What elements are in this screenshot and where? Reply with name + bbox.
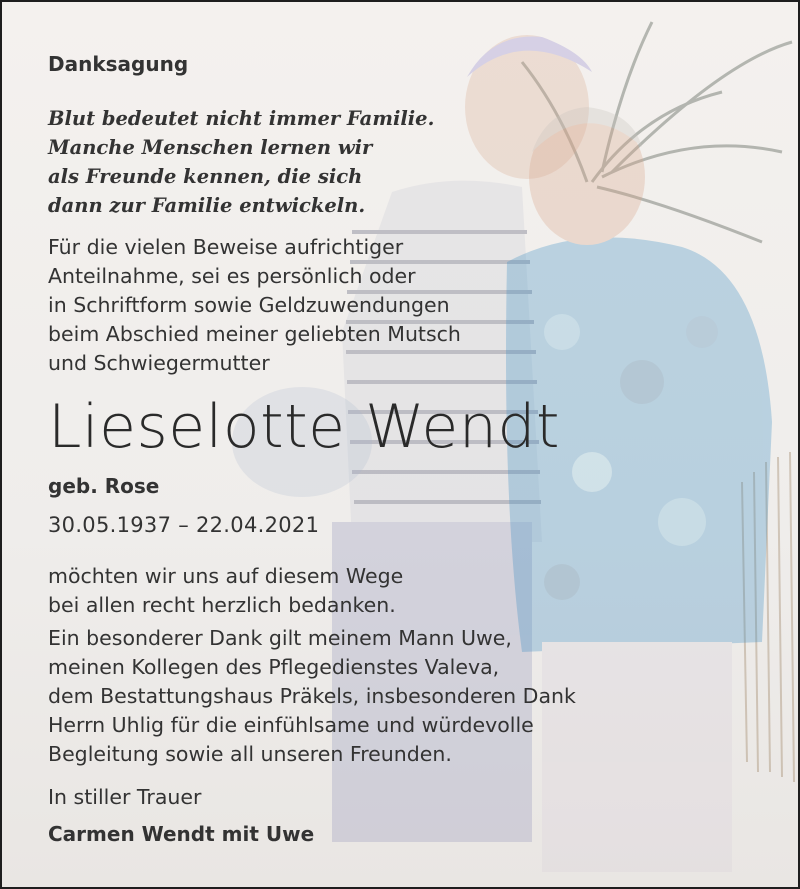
notice-heading: Danksagung — [48, 52, 189, 76]
intro-line: Für die vielen Beweise aufrichtiger — [48, 235, 404, 259]
intro-line: Anteilnahme, sei es persönlich oder — [48, 264, 416, 288]
quote-line: dann zur Familie entwickeln. — [48, 194, 366, 217]
quote-block — [48, 104, 434, 220]
special-thanks-line: Ein besonderer Dank gilt meinem Mann Uwe, — [48, 626, 512, 650]
thanks-line: möchten wir uns auf diesem Wege — [48, 564, 404, 588]
thanks-paragraph — [48, 562, 403, 620]
signature: Carmen Wendt mit Uwe — [48, 822, 315, 846]
thanks-line: bei allen recht herzlich bedanken. — [48, 593, 396, 617]
special-thanks-line: Herrn Uhlig für die einfühlsame und würdevolle — [48, 713, 534, 737]
mourning-label: In stiller Trauer — [48, 785, 202, 809]
quote-line: als Freunde kennen, die sich — [48, 165, 363, 188]
special-thanks-paragraph — [48, 624, 576, 769]
deceased-name: Lieselotte Wendt — [48, 392, 560, 462]
intro-line: und Schwiegermutter — [48, 351, 270, 375]
birth-name: geb. Rose — [48, 474, 160, 498]
intro-line: in Schriftform sowie Geldzuwendungen — [48, 293, 450, 317]
quote-line: Blut bedeutet nicht immer Familie. — [48, 107, 435, 130]
intro-paragraph — [48, 233, 461, 378]
intro-line: beim Abschied meiner geliebten Mutsch — [48, 322, 461, 346]
special-thanks-line: Begleitung sowie all unseren Freunden. — [48, 742, 452, 766]
life-dates: 30.05.1937 – 22.04.2021 — [48, 513, 320, 537]
special-thanks-line: meinen Kollegen des Pflegedienstes Valeva, — [48, 655, 500, 679]
quote-line: Manche Menschen lernen wir — [48, 136, 373, 159]
special-thanks-line: dem Bestattungshaus Präkels, insbesonderen Dank — [48, 684, 576, 708]
